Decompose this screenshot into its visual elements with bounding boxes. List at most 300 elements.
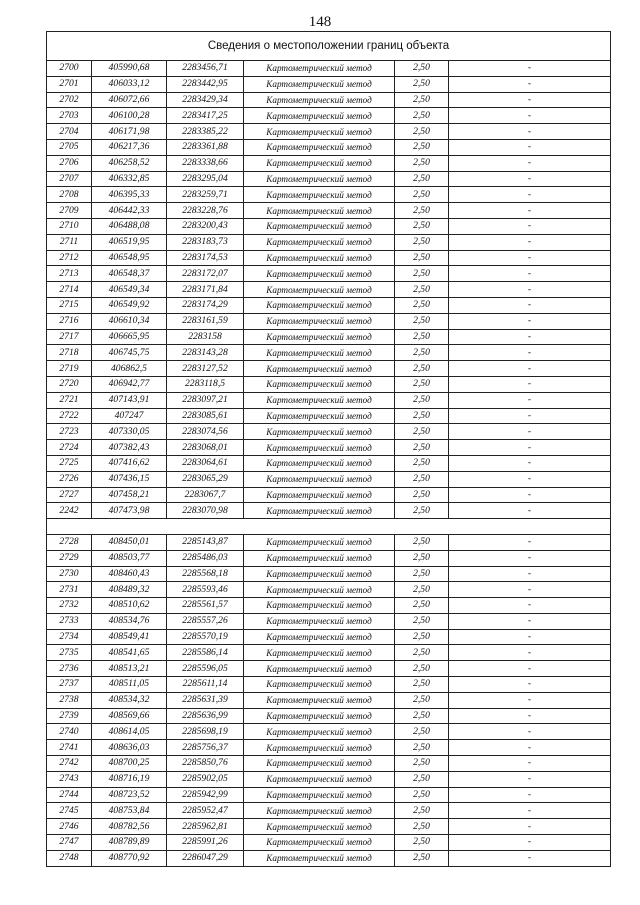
table-row [47, 566, 611, 582]
y-coordinate-cell: 2283361,88 [167, 139, 244, 155]
description-cell: - [449, 613, 611, 629]
description-cell: - [449, 250, 611, 266]
point-number-cell: 2736 [47, 661, 92, 677]
accuracy-cell: 2,50 [395, 108, 449, 124]
x-coordinate-cell: 406610,34 [92, 313, 167, 329]
description-cell: - [449, 139, 611, 155]
point-number-cell: 2718 [47, 345, 92, 361]
method-cell: Картометрический метод [244, 440, 395, 456]
point-number-cell: 2712 [47, 250, 92, 266]
x-coordinate-cell: 406665,95 [92, 329, 167, 345]
point-number-cell: 2742 [47, 756, 92, 772]
accuracy-cell: 2,50 [395, 771, 449, 787]
accuracy-cell: 2,50 [395, 392, 449, 408]
table-row [47, 598, 611, 614]
point-number-cell: 2708 [47, 187, 92, 203]
description-cell: - [449, 582, 611, 598]
y-coordinate-cell: 2283429,34 [167, 92, 244, 108]
accuracy-cell: 2,50 [395, 297, 449, 313]
x-coordinate-cell: 408614,05 [92, 724, 167, 740]
accuracy-cell: 2,50 [395, 487, 449, 503]
table-title: Сведения о местоположении границ объекта [47, 32, 611, 61]
y-coordinate-cell: 2283442,95 [167, 76, 244, 92]
method-cell: Картометрический метод [244, 677, 395, 693]
method-cell: Картометрический метод [244, 803, 395, 819]
y-coordinate-cell: 2283067,7 [167, 487, 244, 503]
y-coordinate-cell: 2283456,71 [167, 61, 244, 77]
x-coordinate-cell: 407436,15 [92, 471, 167, 487]
description-cell: - [449, 361, 611, 377]
description-cell: - [449, 187, 611, 203]
x-coordinate-cell: 406942,77 [92, 376, 167, 392]
method-cell: Картометрический метод [244, 155, 395, 171]
method-cell: Картометрический метод [244, 329, 395, 345]
table-row [47, 850, 611, 866]
method-cell: Картометрический метод [244, 613, 395, 629]
table-row [47, 424, 611, 440]
accuracy-cell: 2,50 [395, 471, 449, 487]
point-number-cell: 2720 [47, 376, 92, 392]
table-row [47, 471, 611, 487]
group-separator-cell [47, 519, 611, 535]
point-number-cell: 2706 [47, 155, 92, 171]
boundary-coordinates-table [46, 31, 611, 867]
x-coordinate-cell: 408753,84 [92, 803, 167, 819]
group-separator-row [47, 519, 611, 535]
method-cell: Картометрический метод [244, 408, 395, 424]
point-number-cell: 2740 [47, 724, 92, 740]
table-row [47, 139, 611, 155]
y-coordinate-cell: 2283074,56 [167, 424, 244, 440]
point-number-cell: 2714 [47, 282, 92, 298]
x-coordinate-cell: 406549,34 [92, 282, 167, 298]
method-cell: Картометрический метод [244, 756, 395, 772]
table-row [47, 408, 611, 424]
table-row [47, 376, 611, 392]
method-cell: Картометрический метод [244, 455, 395, 471]
x-coordinate-cell: 408450,01 [92, 534, 167, 550]
table-row [47, 724, 611, 740]
accuracy-cell: 2,50 [395, 629, 449, 645]
x-coordinate-cell: 406258,52 [92, 155, 167, 171]
point-number-cell: 2733 [47, 613, 92, 629]
description-cell: - [449, 171, 611, 187]
table-row [47, 218, 611, 234]
accuracy-cell: 2,50 [395, 171, 449, 187]
accuracy-cell: 2,50 [395, 124, 449, 140]
table-row [47, 297, 611, 313]
method-cell: Картометрический метод [244, 424, 395, 440]
point-number-cell: 2730 [47, 566, 92, 582]
x-coordinate-cell: 408534,32 [92, 692, 167, 708]
y-coordinate-cell: 2285850,76 [167, 756, 244, 772]
x-coordinate-cell: 408503,77 [92, 550, 167, 566]
point-number-cell: 2713 [47, 266, 92, 282]
point-number-cell: 2729 [47, 550, 92, 566]
description-cell: - [449, 313, 611, 329]
x-coordinate-cell: 406332,85 [92, 171, 167, 187]
accuracy-cell: 2,50 [395, 645, 449, 661]
method-cell: Картометрический метод [244, 787, 395, 803]
description-cell: - [449, 266, 611, 282]
method-cell: Картометрический метод [244, 629, 395, 645]
description-cell: - [449, 376, 611, 392]
description-cell: - [449, 108, 611, 124]
y-coordinate-cell: 2283200,43 [167, 218, 244, 234]
y-coordinate-cell: 2283183,73 [167, 234, 244, 250]
y-coordinate-cell: 2285596,05 [167, 661, 244, 677]
point-number-cell: 2703 [47, 108, 92, 124]
x-coordinate-cell: 406548,95 [92, 250, 167, 266]
table-row [47, 534, 611, 550]
table-row [47, 234, 611, 250]
accuracy-cell: 2,50 [395, 408, 449, 424]
point-number-cell: 2707 [47, 171, 92, 187]
x-coordinate-cell: 408549,41 [92, 629, 167, 645]
table-row [47, 155, 611, 171]
accuracy-cell: 2,50 [395, 440, 449, 456]
table-row [47, 771, 611, 787]
point-number-cell: 2746 [47, 819, 92, 835]
x-coordinate-cell: 406072,66 [92, 92, 167, 108]
description-cell: - [449, 408, 611, 424]
y-coordinate-cell: 2285991,26 [167, 835, 244, 851]
accuracy-cell: 2,50 [395, 139, 449, 155]
table-row [47, 503, 611, 519]
point-number-cell: 2702 [47, 92, 92, 108]
table-row [47, 550, 611, 566]
method-cell: Картометрический метод [244, 61, 395, 77]
x-coordinate-cell: 406745,75 [92, 345, 167, 361]
table-row [47, 613, 611, 629]
description-cell: - [449, 692, 611, 708]
point-number-cell: 2705 [47, 139, 92, 155]
method-cell: Картометрический метод [244, 550, 395, 566]
method-cell: Картометрический метод [244, 203, 395, 219]
y-coordinate-cell: 2283143,28 [167, 345, 244, 361]
description-cell: - [449, 76, 611, 92]
description-cell: - [449, 487, 611, 503]
point-number-cell: 2739 [47, 708, 92, 724]
description-cell: - [449, 724, 611, 740]
accuracy-cell: 2,50 [395, 345, 449, 361]
table-row [47, 756, 611, 772]
table-row [47, 92, 611, 108]
y-coordinate-cell: 2283295,04 [167, 171, 244, 187]
y-coordinate-cell: 2283097,21 [167, 392, 244, 408]
point-number-cell: 2732 [47, 598, 92, 614]
point-number-cell: 2717 [47, 329, 92, 345]
x-coordinate-cell: 407382,43 [92, 440, 167, 456]
table-row [47, 76, 611, 92]
point-number-cell: 2242 [47, 503, 92, 519]
point-number-cell: 2719 [47, 361, 92, 377]
y-coordinate-cell: 2285593,46 [167, 582, 244, 598]
point-number-cell: 2728 [47, 534, 92, 550]
y-coordinate-cell: 2285586,14 [167, 645, 244, 661]
method-cell: Картометрический метод [244, 282, 395, 298]
description-cell: - [449, 329, 611, 345]
y-coordinate-cell: 2285557,26 [167, 613, 244, 629]
method-cell: Картометрический метод [244, 392, 395, 408]
y-coordinate-cell: 2286047,29 [167, 850, 244, 866]
x-coordinate-cell: 406488,08 [92, 218, 167, 234]
method-cell: Картометрический метод [244, 771, 395, 787]
method-cell: Картометрический метод [244, 819, 395, 835]
method-cell: Картометрический метод [244, 566, 395, 582]
description-cell: - [449, 503, 611, 519]
table-row [47, 455, 611, 471]
point-number-cell: 2748 [47, 850, 92, 866]
y-coordinate-cell: 2283118,5 [167, 376, 244, 392]
method-cell: Картометрический метод [244, 313, 395, 329]
point-number-cell: 2744 [47, 787, 92, 803]
method-cell: Картометрический метод [244, 503, 395, 519]
y-coordinate-cell: 2283127,52 [167, 361, 244, 377]
y-coordinate-cell: 2283065,29 [167, 471, 244, 487]
x-coordinate-cell: 407416,62 [92, 455, 167, 471]
y-coordinate-cell: 2285952,47 [167, 803, 244, 819]
x-coordinate-cell: 408636,03 [92, 740, 167, 756]
accuracy-cell: 2,50 [395, 692, 449, 708]
table-row [47, 740, 611, 756]
method-cell: Картометрический метод [244, 471, 395, 487]
point-number-cell: 2745 [47, 803, 92, 819]
point-number-cell: 2738 [47, 692, 92, 708]
table-row [47, 487, 611, 503]
table-row [47, 692, 611, 708]
point-number-cell: 2727 [47, 487, 92, 503]
method-cell: Картометрический метод [244, 708, 395, 724]
accuracy-cell: 2,50 [395, 313, 449, 329]
accuracy-cell: 2,50 [395, 424, 449, 440]
table-row [47, 677, 611, 693]
y-coordinate-cell: 2285962,81 [167, 819, 244, 835]
x-coordinate-cell: 406442,33 [92, 203, 167, 219]
table-row [47, 835, 611, 851]
description-cell: - [449, 803, 611, 819]
description-cell: - [449, 740, 611, 756]
accuracy-cell: 2,50 [395, 203, 449, 219]
y-coordinate-cell: 2283174,29 [167, 297, 244, 313]
accuracy-cell: 2,50 [395, 250, 449, 266]
x-coordinate-cell: 407247 [92, 408, 167, 424]
method-cell: Картометрический метод [244, 171, 395, 187]
x-coordinate-cell: 405990,68 [92, 61, 167, 77]
accuracy-cell: 2,50 [395, 329, 449, 345]
description-cell: - [449, 124, 611, 140]
accuracy-cell: 2,50 [395, 282, 449, 298]
accuracy-cell: 2,50 [395, 566, 449, 582]
accuracy-cell: 2,50 [395, 724, 449, 740]
method-cell: Картометрический метод [244, 361, 395, 377]
accuracy-cell: 2,50 [395, 677, 449, 693]
x-coordinate-cell: 406395,33 [92, 187, 167, 203]
description-cell: - [449, 787, 611, 803]
table-header-row [47, 32, 611, 61]
accuracy-cell: 2,50 [395, 661, 449, 677]
y-coordinate-cell: 2285570,19 [167, 629, 244, 645]
y-coordinate-cell: 2283171,84 [167, 282, 244, 298]
method-cell: Картометрический метод [244, 92, 395, 108]
x-coordinate-cell: 406548,37 [92, 266, 167, 282]
y-coordinate-cell: 2283259,71 [167, 187, 244, 203]
accuracy-cell: 2,50 [395, 76, 449, 92]
y-coordinate-cell: 2283064,61 [167, 455, 244, 471]
accuracy-cell: 2,50 [395, 534, 449, 550]
method-cell: Картометрический метод [244, 234, 395, 250]
x-coordinate-cell: 406862,5 [92, 361, 167, 377]
x-coordinate-cell: 408541,65 [92, 645, 167, 661]
accuracy-cell: 2,50 [395, 787, 449, 803]
y-coordinate-cell: 2285486,03 [167, 550, 244, 566]
y-coordinate-cell: 2283085,61 [167, 408, 244, 424]
table-row [47, 629, 611, 645]
method-cell: Картометрический метод [244, 376, 395, 392]
method-cell: Картометрический метод [244, 645, 395, 661]
point-number-cell: 2724 [47, 440, 92, 456]
x-coordinate-cell: 407473,98 [92, 503, 167, 519]
x-coordinate-cell: 408510,62 [92, 598, 167, 614]
method-cell: Картометрический метод [244, 250, 395, 266]
method-cell: Картометрический метод [244, 124, 395, 140]
point-number-cell: 2709 [47, 203, 92, 219]
table-row [47, 645, 611, 661]
table-row [47, 345, 611, 361]
point-number-cell: 2743 [47, 771, 92, 787]
point-number-cell: 2731 [47, 582, 92, 598]
point-number-cell: 2711 [47, 234, 92, 250]
method-cell: Картометрический метод [244, 266, 395, 282]
table-row [47, 661, 611, 677]
accuracy-cell: 2,50 [395, 708, 449, 724]
x-coordinate-cell: 408513,21 [92, 661, 167, 677]
y-coordinate-cell: 2283172,07 [167, 266, 244, 282]
table-row [47, 440, 611, 456]
y-coordinate-cell: 2285756,37 [167, 740, 244, 756]
description-cell: - [449, 218, 611, 234]
table-row [47, 124, 611, 140]
x-coordinate-cell: 408700,25 [92, 756, 167, 772]
method-cell: Картометрический метод [244, 582, 395, 598]
table-row [47, 803, 611, 819]
accuracy-cell: 2,50 [395, 740, 449, 756]
accuracy-cell: 2,50 [395, 819, 449, 835]
description-cell: - [449, 566, 611, 582]
accuracy-cell: 2,50 [395, 61, 449, 77]
description-cell: - [449, 203, 611, 219]
point-number-cell: 2710 [47, 218, 92, 234]
point-number-cell: 2704 [47, 124, 92, 140]
method-cell: Картометрический метод [244, 692, 395, 708]
method-cell: Картометрический метод [244, 850, 395, 866]
description-cell: - [449, 297, 611, 313]
description-cell: - [449, 661, 611, 677]
accuracy-cell: 2,50 [395, 598, 449, 614]
description-cell: - [449, 155, 611, 171]
point-number-cell: 2723 [47, 424, 92, 440]
description-cell: - [449, 550, 611, 566]
method-cell: Картометрический метод [244, 835, 395, 851]
table-row [47, 250, 611, 266]
y-coordinate-cell: 2283158 [167, 329, 244, 345]
y-coordinate-cell: 2285636,99 [167, 708, 244, 724]
x-coordinate-cell: 407458,21 [92, 487, 167, 503]
accuracy-cell: 2,50 [395, 835, 449, 851]
accuracy-cell: 2,50 [395, 361, 449, 377]
table-row [47, 171, 611, 187]
x-coordinate-cell: 408489,32 [92, 582, 167, 598]
y-coordinate-cell: 2285698,19 [167, 724, 244, 740]
point-number-cell: 2725 [47, 455, 92, 471]
x-coordinate-cell: 408782,56 [92, 819, 167, 835]
point-number-cell: 2741 [47, 740, 92, 756]
method-cell: Картометрический метод [244, 598, 395, 614]
table-row [47, 266, 611, 282]
point-number-cell: 2735 [47, 645, 92, 661]
y-coordinate-cell: 2285631,39 [167, 692, 244, 708]
point-number-cell: 2700 [47, 61, 92, 77]
x-coordinate-cell: 406033,12 [92, 76, 167, 92]
accuracy-cell: 2,50 [395, 550, 449, 566]
accuracy-cell: 2,50 [395, 234, 449, 250]
y-coordinate-cell: 2283417,25 [167, 108, 244, 124]
x-coordinate-cell: 408789,89 [92, 835, 167, 851]
accuracy-cell: 2,50 [395, 155, 449, 171]
x-coordinate-cell: 406100,28 [92, 108, 167, 124]
description-cell: - [449, 440, 611, 456]
method-cell: Картометрический метод [244, 187, 395, 203]
point-number-cell: 2726 [47, 471, 92, 487]
x-coordinate-cell: 407330,05 [92, 424, 167, 440]
y-coordinate-cell: 2283070,98 [167, 503, 244, 519]
y-coordinate-cell: 2283338,66 [167, 155, 244, 171]
method-cell: Картометрический метод [244, 534, 395, 550]
accuracy-cell: 2,50 [395, 850, 449, 866]
y-coordinate-cell: 2283385,22 [167, 124, 244, 140]
description-cell: - [449, 708, 611, 724]
point-number-cell: 2722 [47, 408, 92, 424]
x-coordinate-cell: 406217,36 [92, 139, 167, 155]
accuracy-cell: 2,50 [395, 756, 449, 772]
x-coordinate-cell: 408511,05 [92, 677, 167, 693]
point-number-cell: 2721 [47, 392, 92, 408]
y-coordinate-cell: 2285143,87 [167, 534, 244, 550]
y-coordinate-cell: 2285902,05 [167, 771, 244, 787]
method-cell: Картометрический метод [244, 139, 395, 155]
table-row [47, 819, 611, 835]
method-cell: Картометрический метод [244, 218, 395, 234]
description-cell: - [449, 234, 611, 250]
accuracy-cell: 2,50 [395, 218, 449, 234]
y-coordinate-cell: 2285561,57 [167, 598, 244, 614]
y-coordinate-cell: 2283174,53 [167, 250, 244, 266]
x-coordinate-cell: 408770,92 [92, 850, 167, 866]
description-cell: - [449, 677, 611, 693]
accuracy-cell: 2,50 [395, 613, 449, 629]
description-cell: - [449, 345, 611, 361]
table-row [47, 282, 611, 298]
method-cell: Картометрический метод [244, 76, 395, 92]
method-cell: Картометрический метод [244, 724, 395, 740]
table-row [47, 392, 611, 408]
description-cell: - [449, 771, 611, 787]
point-number-cell: 2747 [47, 835, 92, 851]
accuracy-cell: 2,50 [395, 187, 449, 203]
x-coordinate-cell: 408716,19 [92, 771, 167, 787]
description-cell: - [449, 835, 611, 851]
accuracy-cell: 2,50 [395, 582, 449, 598]
